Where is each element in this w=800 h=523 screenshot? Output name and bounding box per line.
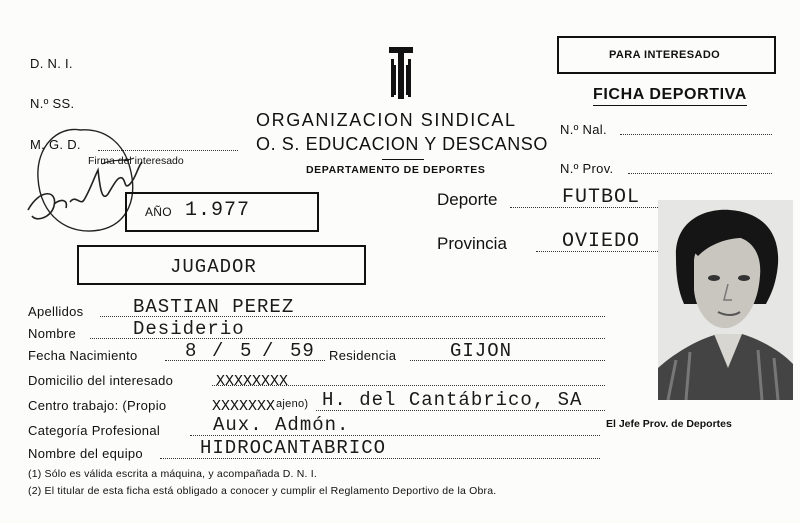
centro-label: Centro trabajo: (Propio — [28, 398, 167, 413]
nombre-value: Desiderio — [133, 318, 245, 340]
note-2: (2) El titular de esta ficha está obligado a conocer y cumplir el Reglamento Deportivo de la Obra. — [28, 485, 497, 497]
role-label: JUGADOR — [170, 256, 257, 278]
centro-value: H. del Cantábrico, SA — [322, 389, 583, 411]
nal-line — [620, 134, 772, 135]
year-value: 1.977 — [185, 199, 251, 222]
sport-label: Deporte — [437, 190, 498, 209]
dni-label: D. N. I. — [30, 56, 73, 71]
sindical-emblem-icon — [387, 45, 415, 103]
header-divider — [382, 159, 424, 160]
org-subtitle: O. S. EDUCACION Y DESCANSO — [256, 134, 548, 154]
prov-line — [628, 173, 772, 174]
centro-label-end: ajeno) — [276, 398, 309, 410]
nombre-label: Nombre — [28, 326, 77, 341]
jefe-label: El Jefe Prov. de Deportes — [606, 418, 732, 430]
sport-value: FUTBOL — [562, 186, 641, 209]
player-portrait-image — [658, 200, 793, 400]
apellidos-label: Apellidos — [28, 304, 84, 319]
fecha-label: Fecha Nacimiento — [28, 348, 138, 363]
department-title: DEPARTAMENTO DE DEPORTES — [306, 164, 486, 176]
fecha-sep-2: / — [262, 340, 275, 362]
categoria-label: Categoría Profesional — [28, 423, 161, 438]
fecha-sep-1: / — [212, 340, 225, 362]
nal-label: N.º Nal. — [560, 122, 607, 137]
signature-caption: Firma del interesado — [88, 155, 184, 167]
equipo-label: Nombre del equipo — [28, 446, 143, 461]
fecha-day: 8 — [185, 340, 198, 362]
centro-struck: XXXXXXX — [212, 398, 276, 415]
fecha-month: 5 — [240, 340, 253, 362]
note-1: (1) Sólo es válida escrita a máquina, y acompañada D. N. I. — [28, 468, 318, 480]
domicilio-label: Domicilio del interesado — [28, 373, 174, 388]
fecha-year: 59 — [290, 340, 315, 362]
year-label: AÑO — [145, 205, 172, 219]
equipo-value: HIDROCANTABRICO — [200, 437, 387, 459]
para-interesado-label: PARA INTERESADO — [609, 49, 721, 61]
prov-label: N.º Prov. — [560, 161, 614, 176]
province-label: Provincia — [437, 234, 507, 253]
ficha-title: FICHA DEPORTIVA — [593, 86, 747, 106]
domicilio-struck: XXXXXXXX — [216, 373, 289, 390]
mgd-label: M. G. D. — [30, 137, 81, 152]
province-value: OVIEDO — [562, 230, 641, 253]
residencia-value: GIJON — [450, 340, 513, 362]
ss-label: N.º SS. — [30, 96, 75, 111]
org-title: ORGANIZACION SINDICAL — [256, 110, 517, 130]
player-photo — [658, 200, 793, 400]
residencia-label: Residencia — [329, 348, 397, 363]
apellidos-value: BASTIAN PEREZ — [133, 296, 295, 318]
categoria-value: Aux. Admón. — [213, 414, 350, 436]
